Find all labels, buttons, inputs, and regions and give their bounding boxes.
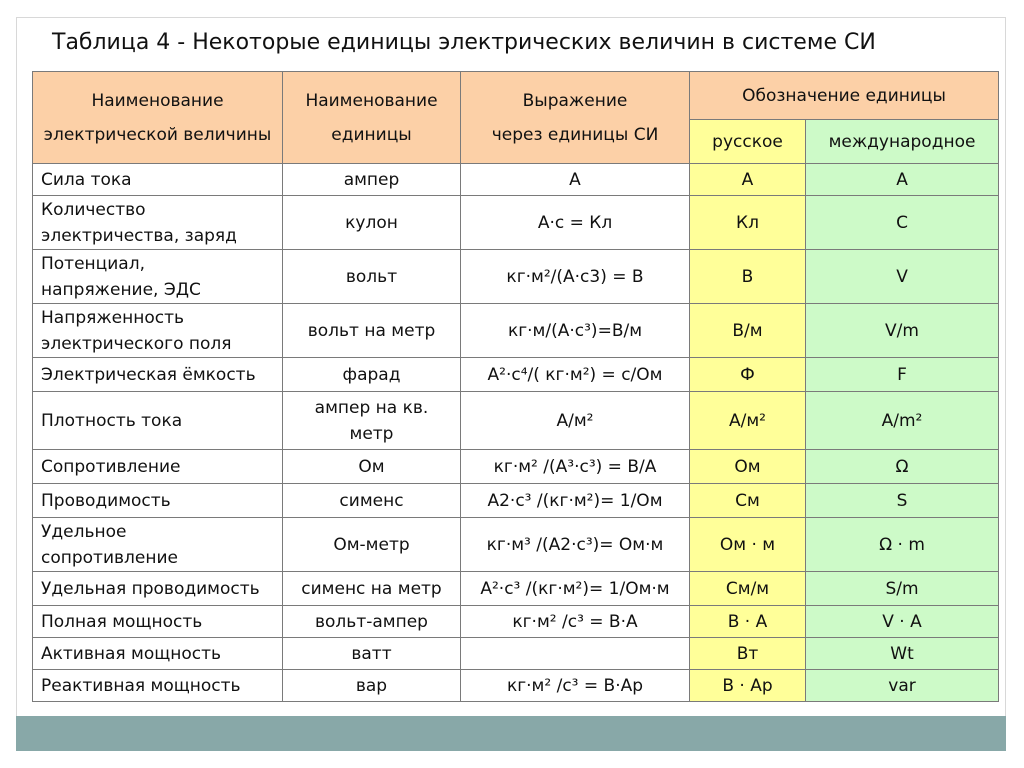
footer-bar [16, 716, 1006, 751]
cell-unit [283, 606, 461, 638]
unit-line: Ом-метр [333, 534, 410, 555]
quantity-line: Напряженность [41, 307, 185, 328]
cell-international-symbol: var [806, 670, 999, 702]
cell-expression: А [461, 164, 690, 196]
header-quantity [33, 72, 283, 164]
cell-unit [283, 304, 461, 358]
header-russian: русское [690, 120, 806, 164]
cell-quantity [33, 450, 283, 484]
cell-russian-symbol: Ом · м [690, 518, 806, 572]
unit-line: Ом [358, 456, 385, 477]
cell-russian-symbol: Вт [690, 638, 806, 670]
table-row [33, 606, 999, 638]
quantity-line: Потенциал, [41, 253, 145, 274]
table-row [33, 358, 999, 392]
cell-international-symbol: Ω [806, 450, 999, 484]
quantity-line: Удельная проводимость [41, 578, 260, 599]
header-expression [461, 72, 690, 164]
cell-russian-symbol: В [690, 250, 806, 304]
cell-unit [283, 670, 461, 702]
cell-expression: А/м² [461, 392, 690, 450]
cell-quantity [33, 484, 283, 518]
cell-unit [283, 572, 461, 606]
cell-russian-symbol: В/м [690, 304, 806, 358]
cell-expression: А·с = Кл [461, 196, 690, 250]
unit-line: метр [349, 423, 394, 444]
cell-quantity [33, 606, 283, 638]
cell-russian-symbol: Ф [690, 358, 806, 392]
unit-line: вольт-ампер [315, 611, 428, 632]
cell-unit [283, 358, 461, 392]
quantity-line: Сопротивление [41, 456, 181, 477]
quantity-line: Реактивная мощность [41, 675, 241, 696]
cell-quantity [33, 392, 283, 450]
cell-unit [283, 484, 461, 518]
cell-expression: кг·м²/(А·с3) = В [461, 250, 690, 304]
table-body [33, 164, 999, 702]
cell-quantity [33, 196, 283, 250]
header-unit-line: единицы [331, 124, 412, 145]
table-row [33, 572, 999, 606]
cell-international-symbol: С [806, 196, 999, 250]
cell-expression: кг·м² /(А³·с³) = В/А [461, 450, 690, 484]
quantity-line: сопротивление [41, 547, 178, 568]
cell-russian-symbol: А/м² [690, 392, 806, 450]
quantity-line: Активная мощность [41, 643, 222, 664]
table-row [33, 304, 999, 358]
quantity-line: Плотность тока [41, 410, 183, 431]
cell-quantity [33, 164, 283, 196]
cell-russian-symbol: См/м [690, 572, 806, 606]
table-row [33, 518, 999, 572]
header-international: международное [806, 120, 999, 164]
header-unit-line: Наименование [305, 90, 438, 111]
cell-international-symbol: S [806, 484, 999, 518]
table-header [33, 72, 999, 164]
cell-russian-symbol: В · А [690, 606, 806, 638]
cell-unit [283, 196, 461, 250]
unit-line: ампер [343, 169, 400, 190]
cell-quantity [33, 518, 283, 572]
header-quantity-line: Наименование [91, 90, 224, 111]
quantity-line: Удельное [41, 521, 127, 542]
cell-international-symbol: V [806, 250, 999, 304]
cell-expression [461, 638, 690, 670]
cell-expression: кг·м² /с³ = В·А [461, 606, 690, 638]
cell-international-symbol: V/m [806, 304, 999, 358]
cell-unit [283, 450, 461, 484]
table-row [33, 196, 999, 250]
units-table [32, 71, 999, 702]
table-row [33, 392, 999, 450]
page-title: Таблица 4 - Некоторые единицы электрических величин в системе СИ [52, 30, 876, 55]
cell-quantity [33, 358, 283, 392]
quantity-line: Сила тока [41, 169, 132, 190]
unit-line: фарад [342, 364, 401, 385]
cell-unit [283, 518, 461, 572]
cell-russian-symbol: См [690, 484, 806, 518]
cell-expression: А2·с³ /(кг·м²)= 1/Ом [461, 484, 690, 518]
cell-expression: А²·с⁴/( кг·м²) = с/Ом [461, 358, 690, 392]
cell-expression: кг·м/(А·с³)=В/м [461, 304, 690, 358]
cell-international-symbol: Ω · m [806, 518, 999, 572]
table-row [33, 450, 999, 484]
cell-quantity [33, 250, 283, 304]
quantity-line: Полная мощность [41, 611, 203, 632]
unit-line: вольт на метр [307, 320, 436, 341]
header-expression-line: Выражение [522, 90, 628, 111]
header-unit [283, 72, 461, 164]
cell-russian-symbol: В · Ар [690, 670, 806, 702]
cell-unit [283, 164, 461, 196]
cell-expression: кг·м² /с³ = В·Ар [461, 670, 690, 702]
header-expression-line: через единицы СИ [491, 124, 659, 145]
unit-line: сименс [339, 490, 404, 511]
unit-line: кулон [345, 212, 398, 233]
cell-unit [283, 638, 461, 670]
table-row [33, 638, 999, 670]
table-row [33, 250, 999, 304]
cell-russian-symbol: Кл [690, 196, 806, 250]
unit-line: вольт [345, 266, 398, 287]
cell-international-symbol: V · A [806, 606, 999, 638]
unit-line: ампер на кв. [314, 397, 429, 418]
quantity-line: электричества, заряд [41, 225, 237, 246]
cell-international-symbol: Wt [806, 638, 999, 670]
unit-line: ватт [351, 643, 392, 664]
cell-quantity [33, 638, 283, 670]
table-row [33, 484, 999, 518]
cell-international-symbol: F [806, 358, 999, 392]
header-designation: Обозначение единицы [690, 72, 999, 120]
unit-line: сименс на метр [301, 578, 442, 599]
cell-international-symbol: А [806, 164, 999, 196]
cell-russian-symbol: Ом [690, 450, 806, 484]
cell-russian-symbol: А [690, 164, 806, 196]
unit-line: вар [355, 675, 388, 696]
cell-international-symbol: A/m² [806, 392, 999, 450]
quantity-line: Проводимость [41, 490, 171, 511]
cell-international-symbol: S/m [806, 572, 999, 606]
table-row [33, 670, 999, 702]
table-row [33, 164, 999, 196]
cell-quantity [33, 670, 283, 702]
cell-quantity [33, 572, 283, 606]
cell-expression: А²·с³ /(кг·м²)= 1/Ом·м [461, 572, 690, 606]
cell-unit [283, 392, 461, 450]
cell-expression: кг·м³ /(А2·с³)= Ом·м [461, 518, 690, 572]
cell-quantity [33, 304, 283, 358]
quantity-line: Количество [41, 199, 146, 220]
quantity-line: напряжение, ЭДС [41, 279, 201, 300]
cell-unit [283, 250, 461, 304]
header-quantity-line: электрической величины [43, 124, 272, 145]
quantity-line: электрического поля [41, 333, 232, 354]
quantity-line: Электрическая ёмкость [41, 364, 256, 385]
